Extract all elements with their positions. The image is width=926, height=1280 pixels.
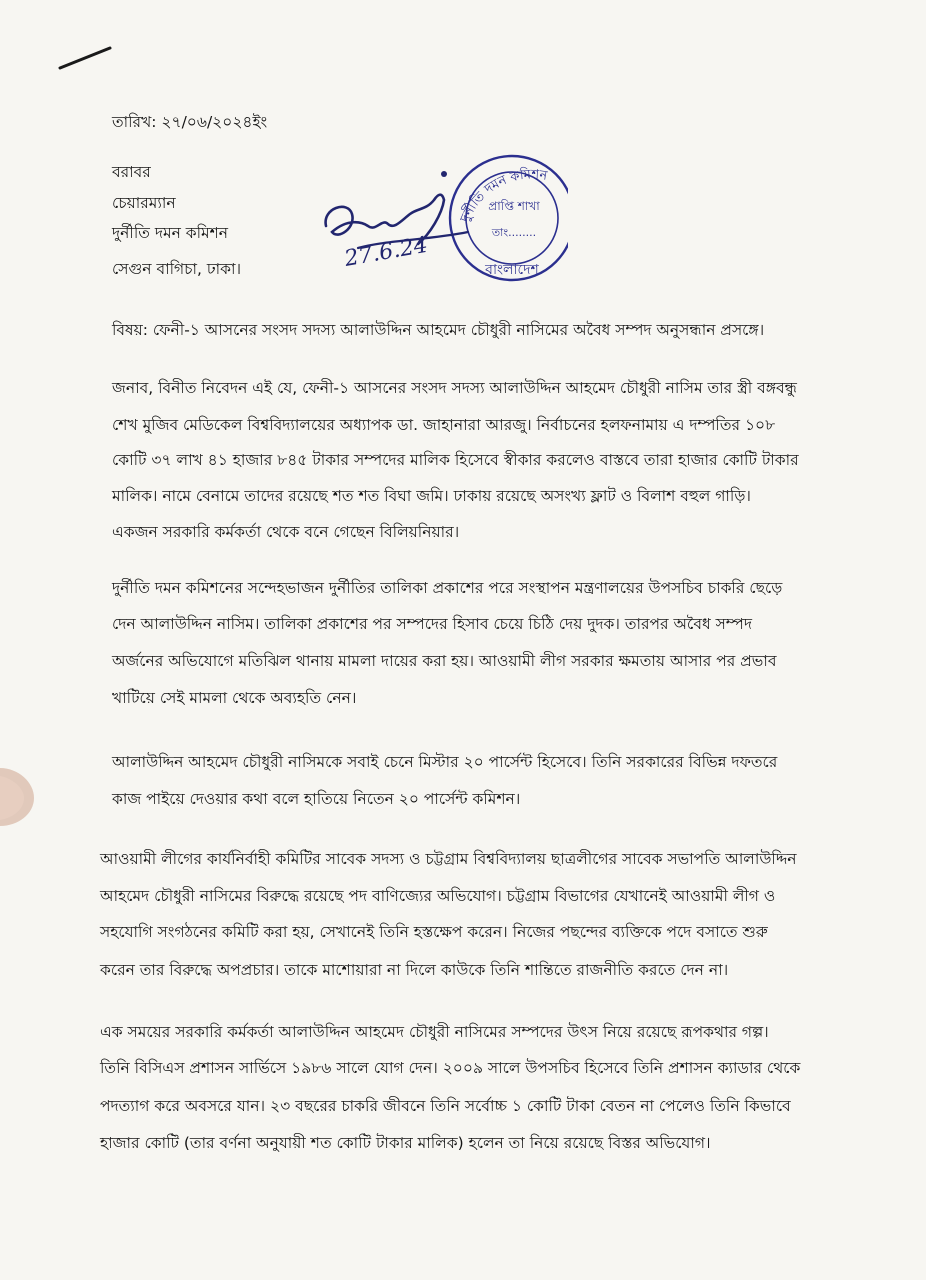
paragraph-line: আওয়ামী লীগের কার্যনির্বাহী কমিটির সাবেক সদস্য ও চট্টগ্রাম বিশ্ববিদ্যালয় ছাত্রলীগের সাবেক সভাপতি আলাউদ্দিন: [100, 850, 797, 868]
paragraph-line: শেখ মুজিব মেডিকেল বিশ্ববিদ্যালয়ের অধ্যাপক ডা. জাহানারা আরজু। নির্বাচনের হলফনামায় এ দম্পতির ১০৮: [112, 416, 776, 434]
paragraph-line: জনাব, বিনীত নিবেদন এই যে, ফেনী-১ আসনের সংসদ সদস্য আলাউদ্দিন আহমেদ চৌধুরী নাসিম তার স্ত্রী বঙ্গবন্ধু: [112, 379, 797, 397]
address-office: দুর্নীতি দমন কমিশন: [112, 224, 229, 242]
address-location: সেগুন বাগিচা, ঢাকা।: [112, 260, 242, 278]
stamp-bottom-text: বাংলাদেশ: [485, 262, 539, 278]
paragraph-line: হাজার কোটি (তার বর্ণনা অনুযায়ী শত কোটি টাকার মালিক) হলেন তা নিয়ে রয়েছে বিস্তর অভিযোগ।: [100, 1134, 711, 1152]
signature-scribble: [326, 195, 444, 244]
paragraph-line: এক সময়ের সরকারি কর্মকর্তা আলাউদ্দিন আহমেদ চৌধুরী নাসিমের সম্পদের উৎস নিয়ে রয়েছে রূপকথার গল্প।: [100, 1023, 769, 1041]
stamp-inner-line2: তাং........: [491, 226, 537, 239]
paragraph-line: মালিক। নামে বেনামে তাদের রয়েছে শত শত বিঘা জমি। ঢাকায় রয়েছে অসংখ্য ফ্লাট ও বিলাশ বহুল গাড়ি।: [112, 487, 751, 505]
paragraph-line: পদত্যাগ করে অবসরে যান। ২৩ বছরের চাকরি জীবনে তিনি সর্বোচ্চ ১ কোটি টাকা বেতন না পেলেও তিনি কিভাবে: [100, 1097, 791, 1115]
paragraph-line: দুর্নীতি দমন কমিশনের সন্দেহভাজন দুর্নীতির তালিকা প্রকাশের পরে সংস্থাপন মন্ত্রণালয়ের উপসচিব চাকরি ছেড়ে: [112, 579, 783, 597]
stamp-ring-text: দুর্নীতি দমন কমিশন: [457, 167, 549, 225]
receipt-stamp-and-signature: [318, 148, 568, 288]
paragraph-line: অর্জনের অভিযোগে মতিঝিল থানায় মামলা দায়ের করা হয়। আওয়ামী লীগ সরকার ক্ষমতায় আসার পর প্রভাব: [112, 652, 777, 670]
paragraph-line: কাজ পাইয়ে দেওয়ার কথা বলে হাতিয়ে নিতেন ২০ পার্সেন্ট কমিশন।: [112, 790, 521, 808]
stamp-inner-line1: প্রাপ্তি শাখা: [488, 199, 540, 213]
pen-stroke-mark: [58, 44, 112, 70]
paragraph-line: সহযোগি সংগঠনের কমিটি করা হয়, সেখানেই তিনি হস্তক্ষেপ করেন। নিজের পছন্দের ব্যক্তিকে পদে বসাতে শুরু: [100, 923, 768, 941]
address-designation: চেয়ারম্যান: [112, 194, 176, 212]
paragraph-line: দেন আলাউদ্দিন নাসিম। তালিকা প্রকাশের পর সম্পদের হিসাব চেয়ে চিঠি দেয় দুদক। তারপর অবৈধ সম্পদ: [112, 615, 753, 633]
paragraph-line: একজন সরকারি কর্মকর্তা থেকে বনে গেছেন বিলিয়নিয়ার।: [112, 523, 460, 541]
subject-line: বিষয়: ফেনী-১ আসনের সংসদ সদস্য আলাউদ্দিন আহমেদ চৌধুরী নাসিমের অবৈধ সম্পদ অনুসন্ধান প্রসঙ্গে।: [112, 321, 765, 339]
paragraph-line: কোটি ৩৭ লাখ ৪১ হাজার ৮৪৫ টাকার সম্পদের মালিক হিসেবে স্বীকার করলেও বাস্তবে তারা হাজার কোটি টাকার: [112, 451, 799, 469]
paragraph-line: আলাউদ্দিন আহমেদ চৌধুরী নাসিমকে সবাই চেনে মিস্টার ২০ পার্সেন্ট হিসেবে। তিনি সরকারের বিভিন্ন দফতরে: [112, 753, 778, 771]
signature-date: 27.6.24: [342, 232, 430, 272]
letter-date: তারিখ: ২৭/০৬/২০২৪ইং: [112, 113, 268, 131]
finger-shadow: [0, 762, 40, 832]
paragraph-line: করেন তার বিরুদ্ধে অপপ্রচার। তাকে মাশোয়ারা না দিলে কাউকে তিনি শান্তিতে রাজনীতি করতে দেন না।: [100, 961, 729, 979]
paragraph-line: খাটিয়ে সেই মামলা থেকে অব্যহতি নেন।: [112, 689, 357, 707]
paragraph-line: আহমেদ চৌধুরী নাসিমের বিরুদ্ধে রয়েছে পদ বাণিজ্যের অভিযোগ। চট্টগ্রাম বিভাগের যেখানেই আওয়ামী লীগ ও: [100, 887, 776, 905]
address-to: বরাবর: [112, 163, 151, 181]
paragraph-line: তিনি বিসিএস প্রশাসন সার্ভিসে ১৯৮৬ সালে যোগ দেন। ২০০৯ সালে উপসচিব হিসেবে তিনি প্রশাসন ক্যাডার থেকে: [100, 1059, 801, 1077]
